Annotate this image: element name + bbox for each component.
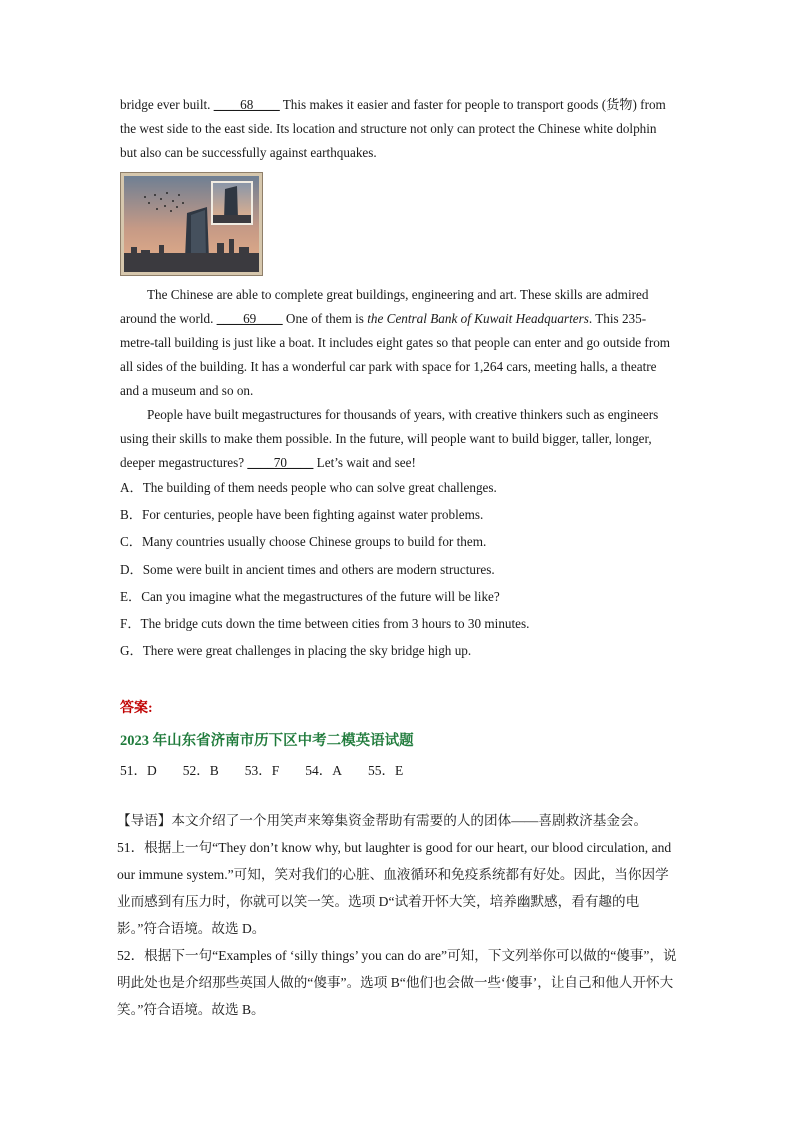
answer-key-55: 55．E	[368, 763, 404, 778]
answer-key-52: 52．B	[182, 763, 219, 778]
paragraph-2: The Chinese are able to complete great buildings, engineering and art. These skills are admired around the world. ____69____ One of them is the Central Bank of Kuwait Headquarters. This 235-metre-tall building is just like a boat. It includes eight gates so that people can enter and go outside from all sides of the building. It has a wonderful car park with space for 1,264 cars, meeting halls, a theatre and a museum and so on.	[120, 287, 671, 398]
answer-key-51: 51．D	[120, 763, 157, 778]
blank-68: ____68____	[213, 97, 280, 112]
answer-keys	[120, 759, 429, 779]
paragraph-3: People have built megastructures for thousands of years, with creative thinkers such as engineers using their skills to make them possible. In the future, will people want to build bigger, taller, longer, deeper megastructures? ____70____ Let’s wait and see!	[120, 407, 659, 470]
explanation-51: 51．根据上一句“They don’t know why, but laughter is good for our heart, our blood circulation, and our immune system.”可知，笑对我们的心脏、血液循环和免疫系统都有好处。因此，当你因学业而感到有压力时，你就可以笑一笑。选项 D“试着开怀大笑，培养幽默感，看有趣的电影。”符合语境。故选 D。	[117, 840, 672, 936]
option-b: B．For centuries, people have been fighting against water problems.	[120, 507, 484, 522]
option-a: A．The building of them needs people who can solve great challenges.	[120, 480, 497, 495]
explanation-52: 52．根据下一句“Examples of ‘silly things’ you can do are”可知，下文列举你可以做的“傻事”，说明此处也是介绍那些英国人做的“傻事”。选项 B“他们也会做一些‘傻事’，让自己和他人开怀大笑。”符合语境。故选 B。	[117, 948, 677, 1017]
skyline-image	[121, 173, 262, 275]
answer-label: 答案:	[120, 701, 153, 716]
intro-guide: 【导语】本文介绍了一个用笑声来筹集资金帮助有需要的人的团体——喜剧救济基金会。	[117, 813, 648, 828]
paragraph-1: bridge ever built. ____68____ This makes it easier and faster for people to transport goods (货物) from the west side to the east side. Its location and structure not only can protect the Chinese white dolphin but also can be successfully against earthquakes.	[120, 97, 666, 160]
option-f: F．The bridge cuts down the time between cities from 3 hours to 30 minutes.	[120, 616, 530, 631]
blank-69: ____69____	[216, 311, 283, 326]
kuwait-bank-name: the Central Bank of Kuwait Headquarters	[367, 311, 589, 326]
answer-key-53: 53．F	[244, 763, 280, 778]
city-skyline-photo	[120, 172, 263, 276]
option-e: E．Can you imagine what the megastructures of the future will be like?	[120, 589, 500, 604]
answer-key-54: 54．A	[305, 763, 343, 778]
explanations	[117, 807, 679, 1023]
blank-70: ____70____	[247, 455, 314, 470]
option-d: D．Some were built in ancient times and others are modern structures.	[120, 562, 495, 577]
option-g: G．There were great challenges in placing the sky bridge high up.	[120, 643, 472, 658]
exam-title: 2023 年山东省济南市历下区中考二模英语试题	[120, 733, 414, 749]
option-c: C．Many countries usually choose Chinese groups to build for them.	[120, 534, 487, 549]
